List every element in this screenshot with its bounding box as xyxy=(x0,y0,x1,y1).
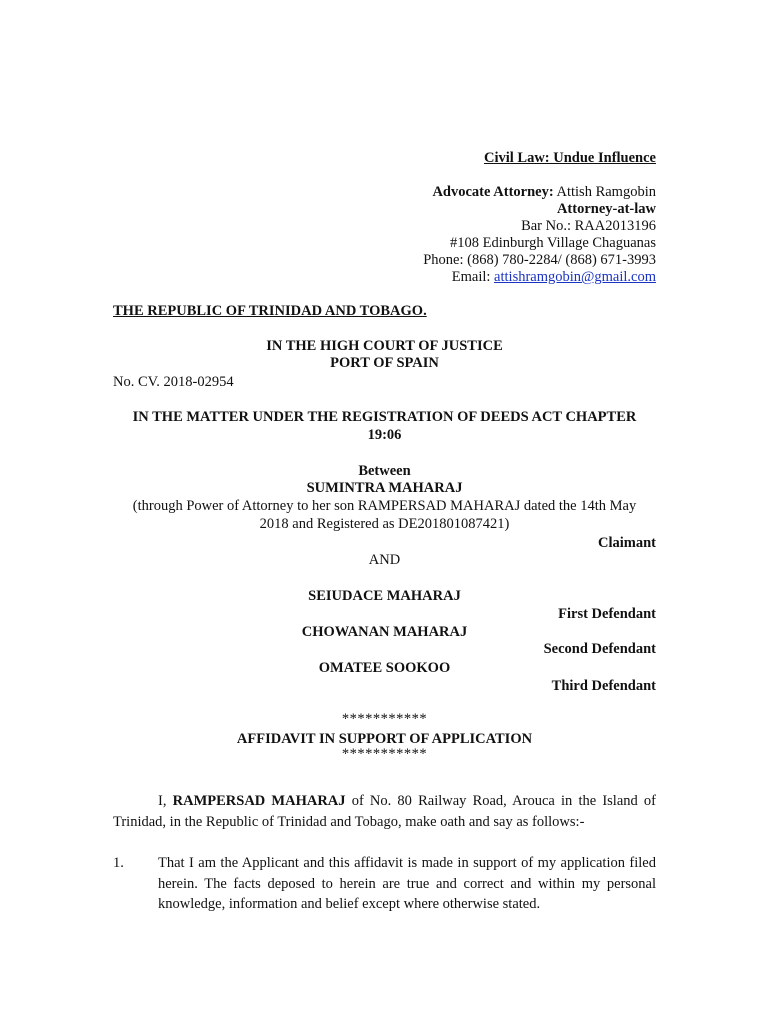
affidavit-title: AFFIDAVIT IN SUPPORT OF APPLICATION xyxy=(236,731,533,747)
advocate-label: Advocate Attorney: xyxy=(432,184,554,200)
advocate-name: Attish Ramgobin xyxy=(556,184,656,200)
defendant-1-name: SEIUDACE MAHARAJ xyxy=(308,588,461,604)
matter-line-2: 19:06 xyxy=(367,427,402,443)
email-line xyxy=(113,269,656,287)
document-page xyxy=(113,0,656,1024)
court-location: PORT OF SPAIN xyxy=(330,355,439,371)
poa-line-1: (through Power of Attorney to her son RAMPERSAD MAHARAJ dated the 14th May xyxy=(132,498,637,514)
and-label: AND xyxy=(368,552,401,568)
defendant-2-label: Second Defendant xyxy=(543,641,656,657)
claimant-label: Claimant xyxy=(598,535,656,551)
defendant-1-label: First Defendant xyxy=(558,606,656,622)
intro-rest: of No. 80 Railway Road, Arouca in the Island of Trinidad, in the Republic of Trinidad and Tobago, make oath and say as follows:- xyxy=(113,793,656,830)
matter-line-1: IN THE MATTER UNDER THE REGISTRATION OF DEEDS ACT CHAPTER xyxy=(132,409,637,425)
deponent-name: RAMPERSAD MAHARAJ xyxy=(172,793,346,809)
bar-number: Bar No.: RAA2013196 xyxy=(521,218,656,234)
email-link[interactable]: attishramgobin@gmail.com xyxy=(494,269,656,285)
court-name: IN THE HIGH COURT OF JUSTICE xyxy=(266,338,503,354)
case-number: No. CV. 2018-02954 xyxy=(113,374,234,390)
item-number: 1. xyxy=(113,855,124,871)
attorney-phone: Phone: (868) 780-2284/ (868) 671-3993 xyxy=(423,252,656,268)
poa-line-2: 2018 and Registered as DE201801087421) xyxy=(259,516,510,532)
stars-top: *********** xyxy=(341,711,428,727)
email-label: Email: xyxy=(451,269,491,285)
list-item xyxy=(113,853,656,915)
category-heading: Civil Law: Undue Influence xyxy=(483,150,656,166)
defendant-3-label: Third Defendant xyxy=(551,678,656,694)
between-label: Between xyxy=(358,463,411,479)
attorney-title: Attorney-at-law xyxy=(556,201,656,217)
intro-prefix: I, xyxy=(158,793,173,809)
defendant-3-name: OMATEE SOOKOO xyxy=(318,660,451,676)
item-text: That I am the Applicant and this affidavit is made in support of my application filed herein. The facts deposed to herein are true and correct and within my personal knowledge, information and belief except where otherwise stated. xyxy=(158,855,656,912)
stars-bottom: *********** xyxy=(341,746,428,762)
republic-heading: THE REPUBLIC OF TRINIDAD AND TOBAGO. xyxy=(113,303,427,319)
intro-paragraph xyxy=(113,791,656,832)
attorney-address: #108 Edinburgh Village Chaguanas xyxy=(450,235,656,251)
defendant-2-name: CHOWANAN MAHARAJ xyxy=(301,624,468,640)
advocate-line xyxy=(113,184,656,202)
claimant-name: SUMINTRA MAHARAJ xyxy=(306,480,463,496)
